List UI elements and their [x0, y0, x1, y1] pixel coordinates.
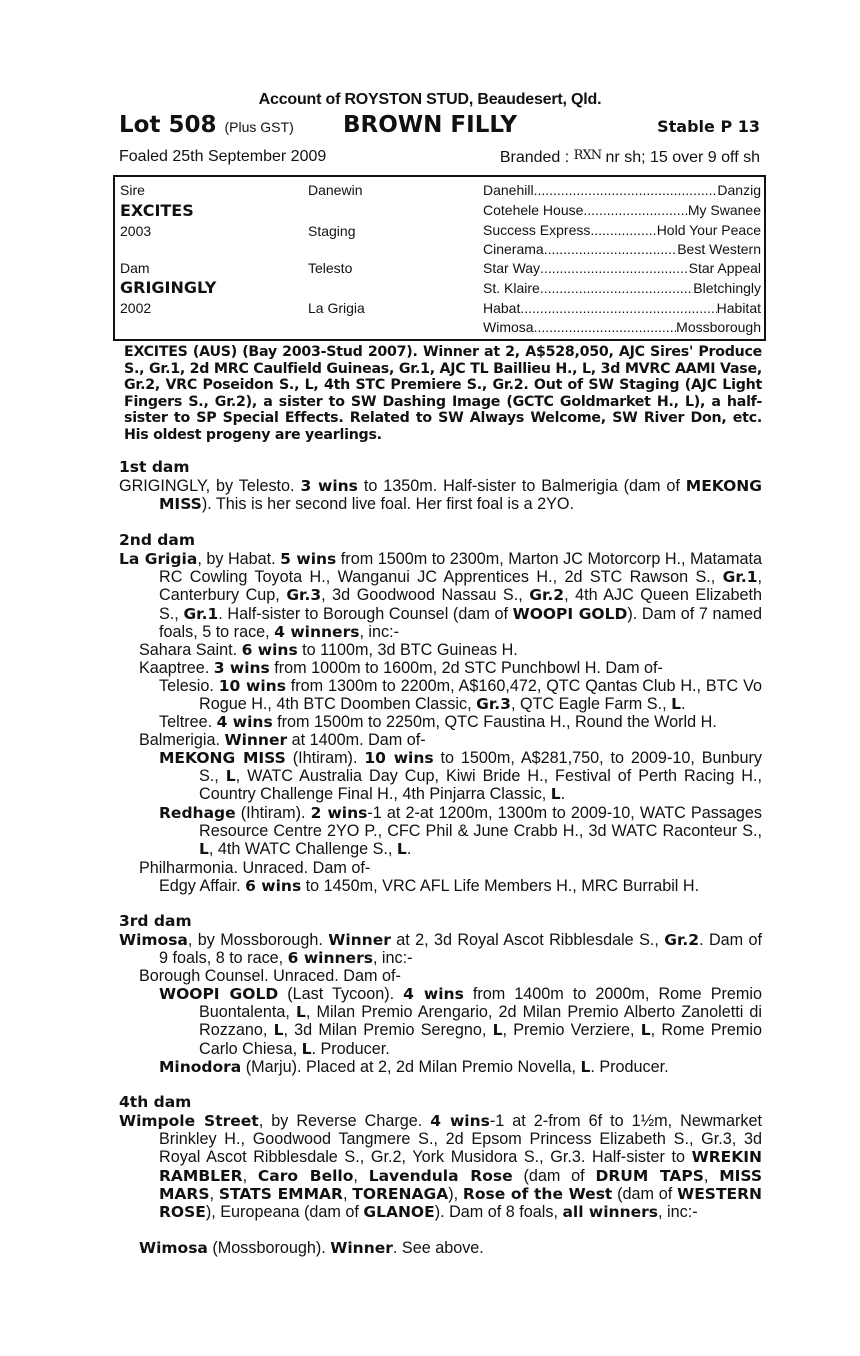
- text-run: , inc:-: [658, 1203, 698, 1222]
- text-run: from 1500m to 2300m, Marton JC Motorcorp H., Matamata RC Cowling Toyota H., Wanganui JC Apprentices H., 2d STC Rawson S.,: [159, 550, 763, 587]
- text-run: to 1350m. Half-sister to Balmerigia (dam of: [357, 477, 686, 495]
- pedigree-g-row: [483, 319, 761, 335]
- text-run: , 3d Milan Premio Seregno,: [283, 1021, 493, 1040]
- text-run: , Canterbury Cup,: [159, 568, 762, 605]
- text-run: , 4th WATC Challenge S.,: [208, 840, 397, 859]
- g-left: Cinerama: [483, 241, 544, 257]
- granddam-offspring: [159, 1058, 762, 1076]
- text-run: , inc:-: [359, 622, 400, 641]
- bold-run: Gr.2: [664, 931, 700, 949]
- g-right: Habitat: [716, 300, 761, 316]
- bold-run: L: [550, 785, 561, 804]
- lot-number: [119, 112, 294, 138]
- text-run: ,: [353, 1166, 369, 1185]
- leader-dots: [540, 280, 693, 296]
- g-right: Star Appeal: [688, 260, 761, 276]
- text-run: to 1450m, VRC AFL Life Members H., MRC Burrabil H.: [301, 877, 700, 895]
- granddam-offspring: [159, 804, 762, 859]
- bold-run: Winner: [224, 731, 288, 749]
- pedigree-table: [113, 175, 766, 341]
- text-run: (Mossborough).: [207, 1239, 331, 1257]
- text-run: Kaaptree.: [139, 659, 214, 677]
- leader-dots: [534, 182, 718, 198]
- bold-run: Gr.3: [286, 586, 322, 605]
- fourth-dam-offspring: [139, 1239, 762, 1257]
- brand-mark: RXN: [573, 148, 602, 163]
- bold-run: Winner: [330, 1239, 393, 1257]
- text-run: , QTC Eagle Farm S.,: [510, 695, 672, 714]
- bold-run: Minodora: [159, 1058, 242, 1076]
- g-left: St. Klaire: [483, 280, 540, 296]
- text-run: . See above.: [392, 1239, 484, 1257]
- text-run: Teltree.: [159, 713, 217, 731]
- text-run: .: [560, 785, 566, 804]
- second-dam-heading: 2nd dam: [119, 531, 196, 549]
- leader-dots: [540, 260, 689, 276]
- vendor-account: Account of ROYSTON STUD, Beaudesert, Qld.: [258, 91, 602, 108]
- text-run: , inc:-: [372, 949, 413, 968]
- text-run: (dam of: [612, 1184, 678, 1203]
- bold-run: 3 wins: [213, 659, 270, 677]
- text-run: Telesio.: [159, 677, 219, 695]
- bold-run: 5 wins: [280, 550, 337, 568]
- second-dam-offspring: [139, 641, 762, 659]
- sire-sire: Danewin: [308, 182, 363, 198]
- text-run: , Premio Verziere,: [502, 1021, 641, 1040]
- pedigree-g-row: [483, 222, 761, 238]
- bold-run: L: [199, 840, 209, 859]
- text-run: . Producer.: [311, 1039, 390, 1058]
- bold-run: DRUM TAPS: [595, 1166, 704, 1185]
- text-run: . Dam of 9 foals, 8 to race,: [159, 931, 763, 968]
- text-run: Edgy Affair.: [159, 877, 246, 895]
- text-run: . Producer.: [590, 1058, 669, 1076]
- bold-run: L: [492, 1021, 503, 1040]
- stable-number: Stable P 13: [657, 117, 760, 136]
- text-run: (Marju). Placed at 2, 2d Milan Premio Novella,: [241, 1058, 581, 1076]
- bold-run: 4 winners: [274, 622, 360, 641]
- g-left: Danehill: [483, 182, 534, 198]
- dam-dam: La Grigia: [308, 300, 365, 316]
- bold-run: TORENAGA: [352, 1184, 449, 1203]
- sire-blurb: EXCITES (AUS) (Bay 2003-Stud 2007). Winner at 2, A$528,050, AJC Sires' Produce S., Gr.1, 2d MRC Caulfield Guineas, Gr.1, AJC TL Baillieu H., L, 3d MVRC AAMI Vase, Gr.2, VRC Poseidon S., L, 4th STC Premiere S., Gr.2. Out of SW Staging (AJC Light Fingers S., Gr.2), a sister to SW Dashing Image (GCTC Goldmarket H., L), a half-sister to SP Special Effects. Related to SW Always Welcome, SW River Don, etc. His oldest progeny are yearlings.: [124, 344, 762, 443]
- text-run: , 4th AJC Queen Elizabeth S.,: [159, 586, 763, 623]
- g-right: Best Western: [677, 241, 761, 257]
- first-dam-text: [119, 477, 762, 514]
- bold-run: L: [301, 1039, 312, 1058]
- bold-run: STATS EMMAR: [218, 1184, 343, 1203]
- bold-run: all winners: [562, 1203, 659, 1222]
- bold-run: 10 wins: [218, 677, 286, 695]
- text-run: Borough Counsel. Unraced. Dam of-: [139, 967, 401, 985]
- text-run: (Ihtiram).: [285, 749, 365, 767]
- leader-dots: [583, 202, 687, 218]
- text-run: Sahara Saint.: [139, 641, 242, 659]
- bold-run: 6 wins: [241, 641, 298, 659]
- text-run: .: [406, 840, 412, 859]
- text-run: , by Habat.: [197, 550, 281, 568]
- text-run: ,: [342, 1184, 353, 1203]
- bold-run: Redhage: [159, 804, 236, 822]
- third-dam-heading: 3rd dam: [119, 912, 192, 930]
- bold-run: MEKONG MISS: [159, 477, 762, 514]
- bold-run: L: [671, 695, 681, 714]
- g-left: Success Express: [483, 222, 591, 238]
- text-run: ,: [242, 1166, 258, 1185]
- bold-run: 4 wins: [216, 713, 273, 731]
- brand-details: nr sh; 15 over 9 off sh: [605, 149, 760, 166]
- bold-run: Caro Bello: [257, 1166, 354, 1185]
- text-run: ), Europeana (dam of: [205, 1203, 364, 1222]
- bold-run: Gr.3: [476, 695, 511, 714]
- text-run: (Last Tycoon).: [278, 985, 404, 1003]
- bold-run: WOOPI GOLD: [159, 985, 279, 1003]
- third-dam-offspring: [139, 967, 762, 985]
- pedigree-g-row: [483, 241, 761, 257]
- text-run: (dam of: [512, 1166, 596, 1185]
- granddam-offspring: [159, 749, 763, 804]
- text-run: (Ihtiram).: [235, 804, 311, 822]
- text-run: , Rome Premio Carlo Chiesa,: [199, 1021, 762, 1058]
- g-left: Star Way: [483, 260, 541, 276]
- bold-run: Winner: [328, 931, 391, 949]
- bold-run: 4 wins: [430, 1112, 490, 1130]
- text-run: at 2, 3d Royal Ascot Ribblesdale S.,: [390, 931, 665, 949]
- foaled-date: Foaled 25th September 2009: [119, 148, 327, 165]
- sire-year: 2003: [120, 223, 152, 239]
- g-right: Hold Your Peace: [656, 222, 761, 238]
- leader-dots: [534, 319, 677, 335]
- dam-label: Dam: [120, 260, 150, 276]
- text-run: to 1100m, 3d BTC Guineas H.: [297, 641, 518, 659]
- text-run: , 3d Goodwood Nassau S.,: [321, 586, 530, 605]
- text-run: , by Mossborough.: [187, 931, 329, 949]
- fourth-dam-main: [119, 1112, 763, 1222]
- text-run: Balmerigia.: [139, 731, 225, 749]
- g-left: Wimosa: [483, 319, 534, 335]
- bold-run: GLANOE: [363, 1203, 435, 1222]
- fourth-dam-heading: 4th dam: [119, 1093, 192, 1111]
- g-right: Mossborough: [676, 319, 761, 335]
- text-run: at 1400m. Dam of-: [287, 731, 426, 749]
- text-run: from 1500m to 2250m, QTC Faustina H., Round the World H.: [272, 713, 717, 731]
- g-right: Danzig: [717, 182, 761, 198]
- text-run: from 1400m to 2000m, Rome Premio Buontalenta,: [199, 985, 762, 1022]
- bold-run: MEKONG MISS: [159, 749, 286, 767]
- bold-run: WREKIN RAMBLER: [159, 1148, 762, 1185]
- bold-run: L: [273, 1021, 284, 1040]
- sire-name: EXCITES: [120, 201, 194, 220]
- bold-run: MISS MARS: [159, 1166, 763, 1203]
- text-run: ),: [448, 1184, 463, 1203]
- leader-dots: [520, 300, 716, 316]
- lot-line: [119, 112, 760, 140]
- text-run: from 1000m to 1600m, 2d STC Punchbowl H. Dam of-: [269, 659, 663, 677]
- bold-run: 6 wins: [245, 877, 302, 895]
- bold-run: 4 wins: [403, 985, 464, 1003]
- text-run: ,: [209, 1184, 219, 1203]
- g-right: Bletchingly: [693, 280, 761, 296]
- bold-run: Rose of the West: [462, 1184, 613, 1203]
- second-dam-offspring: [139, 859, 762, 877]
- bold-run: 3 wins: [300, 477, 358, 495]
- text-run: ). This is her second live foal. Her first foal is a 2YO.: [201, 495, 574, 514]
- text-run: , Milan Premio Arengario, 2d Milan Premio Alberto Zanoletti di Rozzano,: [199, 1003, 762, 1040]
- brand-info: [500, 148, 760, 167]
- bold-run: L: [396, 840, 407, 859]
- g-left: Habat: [483, 300, 521, 316]
- text-run: GRIGINGLY, by Telesto.: [119, 477, 301, 495]
- pedigree-g-row: [483, 182, 761, 198]
- bold-run: Gr.1: [183, 604, 219, 623]
- bold-run: L: [225, 767, 236, 786]
- g-right: My Swanee: [687, 202, 761, 218]
- text-run: ). Dam of 7 named foals, 5 to race,: [159, 604, 762, 641]
- bold-run: L: [580, 1058, 591, 1076]
- second-dam-offspring: [139, 731, 762, 749]
- second-dam-main: [119, 550, 763, 641]
- text-run: . Half-sister to Borough Counsel (dam of: [218, 604, 513, 623]
- dam-year: 2002: [120, 300, 152, 316]
- text-run: , WATC Australia Day Cup, Kiwi Bride H., Festival of Perth Racing H., Country Challenge Final H., 4th Pinjarra Classic,: [199, 767, 762, 804]
- bold-run: Gr.1: [722, 568, 758, 587]
- pedigree-g-row: [483, 260, 761, 276]
- bold-run: Gr.2: [529, 586, 565, 605]
- g-left: Cotehele House: [483, 202, 584, 218]
- bold-run: WESTERN ROSE: [159, 1184, 763, 1222]
- text-run: ,: [703, 1166, 720, 1185]
- text-run: Philharmonia. Unraced. Dam of-: [139, 859, 371, 877]
- second-dam-offspring: [139, 659, 762, 677]
- bold-run: Wimosa: [139, 1239, 208, 1257]
- bold-run: 10 wins: [364, 749, 434, 767]
- granddam-offspring: [159, 713, 762, 731]
- bold-run: WOOPI GOLD: [512, 604, 628, 623]
- leader-dots: [590, 222, 656, 238]
- text-run: .: [680, 695, 686, 714]
- bold-run: 6 winners: [287, 949, 373, 968]
- sire-dam: Staging: [308, 223, 356, 239]
- lot-label: Lot 508: [119, 112, 217, 138]
- bold-run: Lavendula Rose: [368, 1166, 513, 1185]
- pedigree-g-row: [483, 202, 761, 218]
- text-run: ). Dam of 8 foals,: [434, 1203, 563, 1222]
- granddam-offspring: [159, 877, 762, 895]
- first-dam-heading: 1st dam: [119, 458, 190, 476]
- bold-run: L: [640, 1021, 651, 1040]
- text-run: -1 at 2-at 1200m, 1300m to 2009-10, WATC Passages Resource Centre 2YO P., CFC Phil & June Crabb H., 3d WATC Raconteur S.,: [199, 804, 762, 841]
- bold-run: Wimosa: [119, 931, 188, 949]
- text-run: -1 at 2-from 6f to 1½m, Newmarket Brinkley H., Goodwood Tangmere S., 2d Epsom Princess Elizabeth S., Gr.3, 3d Royal Ascot Ribblesdale S., Gr.2, York Musidora S., Gr.3. Half-sister to: [159, 1112, 762, 1167]
- horse-description: BROWN FILLY: [343, 112, 518, 138]
- bold-run: La Grigia: [119, 550, 198, 568]
- plus-gst: (Plus GST): [224, 119, 294, 135]
- granddam-offspring: [159, 985, 762, 1058]
- dam-sire: Telesto: [308, 260, 353, 276]
- dam-name: GRIGINGLY: [120, 278, 217, 297]
- text-run: , by Reverse Charge.: [258, 1112, 431, 1130]
- bold-run: Wimpole Street: [119, 1112, 259, 1130]
- bold-run: L: [296, 1003, 306, 1022]
- text-run: from 1300m to 2200m, A$160,472, QTC Qantas Club H., BTC Vo Rogue H., 4th BTC Doomben Classic,: [199, 677, 762, 714]
- pedigree-g-row: [483, 300, 761, 316]
- pedigree-g-row: [483, 280, 761, 296]
- branded-label: Branded :: [499, 149, 570, 166]
- third-dam-main: [119, 931, 763, 968]
- leader-dots: [544, 241, 678, 257]
- sire-label: Sire: [120, 182, 145, 198]
- bold-run: 2 wins: [310, 804, 368, 822]
- granddam-offspring: [159, 677, 762, 714]
- text-run: to 1500m, A$281,750, to 2009-10, Bunbury S.,: [199, 749, 763, 786]
